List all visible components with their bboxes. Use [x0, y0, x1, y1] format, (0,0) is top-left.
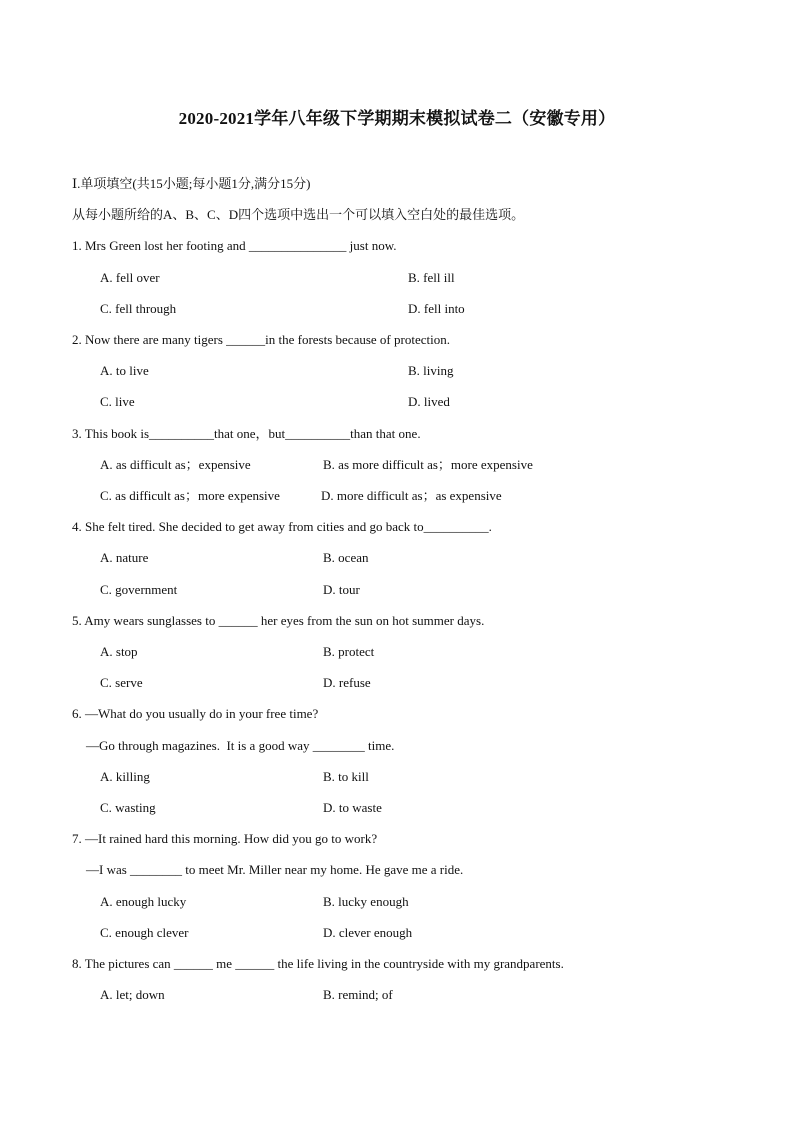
- question-6-option-b: B. to kill: [323, 769, 369, 784]
- question-6-option-c: C. wasting: [100, 800, 156, 815]
- question-3-option-c: C. as difficult as；more expensive: [100, 488, 280, 503]
- question-8-stem: 8. The pictures can ______ me ______ the life living in the countryside with my grandparents.: [72, 956, 564, 971]
- question-2-stem: 2. Now there are many tigers ______in the forests because of protection.: [72, 332, 450, 347]
- question-6-option-d: D. to waste: [323, 800, 382, 815]
- question-4-option-a: A. nature: [100, 550, 149, 565]
- question-3-option-b: B. as more difficult as；more expensive: [323, 457, 533, 472]
- question-7-option-c: C. enough clever: [100, 925, 189, 940]
- question-7-stem: 7. —It rained hard this morning. How did you go to work?: [72, 831, 378, 846]
- question-7-option-a: A. enough lucky: [100, 894, 187, 909]
- question-8-option-a: A. let; down: [100, 987, 165, 1002]
- question-4-option-b: B. ocean: [323, 550, 369, 565]
- section-instruction: 从每小题所给的A、B、C、D四个选项中选出一个可以填入空白处的最佳选项。: [72, 207, 525, 222]
- question-2-option-a: A. to live: [100, 363, 149, 378]
- question-5-option-b: B. protect: [323, 644, 375, 659]
- question-4-option-c: C. government: [100, 582, 178, 597]
- question-1-option-d: D. fell into: [408, 301, 465, 316]
- question-1-option-a: A. fell over: [100, 270, 160, 285]
- page-title: 2020-2021学年八年级下学期期末模拟试卷二（安徽专用）: [178, 109, 616, 128]
- section-heading: Ⅰ.单项填空(共15小题;每小题1分,满分15分): [72, 176, 311, 191]
- question-3-option-a: A. as difficult as；expensive: [100, 457, 251, 472]
- question-3-option-d: D. more difficult as；as expensive: [321, 488, 502, 503]
- question-6-option-a: A. killing: [100, 769, 150, 784]
- question-5-stem: 5. Amy wears sunglasses to ______ her eyes from the sun on hot summer days.: [72, 613, 485, 628]
- question-3-stem: 3. This book is__________that one，but__________than that one.: [72, 426, 421, 441]
- question-5-option-c: C. serve: [100, 675, 143, 690]
- question-7-stem-reply: —I was ________ to meet Mr. Miller near my home. He gave me a ride.: [86, 862, 464, 877]
- question-7-option-b: B. lucky enough: [323, 894, 409, 909]
- question-5-option-a: A. stop: [100, 644, 138, 659]
- question-2-option-c: C. live: [100, 394, 135, 409]
- question-2-option-b: B. living: [408, 363, 454, 378]
- question-7-option-d: D. clever enough: [323, 925, 413, 940]
- question-5-option-d: D. refuse: [323, 675, 371, 690]
- question-6-stem-reply: —Go through magazines. It is a good way ________ time.: [86, 738, 395, 753]
- question-8-option-b: B. remind; of: [323, 987, 393, 1002]
- question-1-stem: 1. Mrs Green lost her footing and _______________ just now.: [72, 238, 397, 253]
- question-4-option-d: D. tour: [323, 582, 360, 597]
- question-6-stem: 6. —What do you usually do in your free time?: [72, 706, 319, 721]
- question-1-option-b: B. fell ill: [408, 270, 455, 285]
- question-4-stem: 4. She felt tired. She decided to get away from cities and go back to__________.: [72, 519, 492, 534]
- question-2-option-d: D. lived: [408, 394, 450, 409]
- question-1-option-c: C. fell through: [100, 301, 177, 316]
